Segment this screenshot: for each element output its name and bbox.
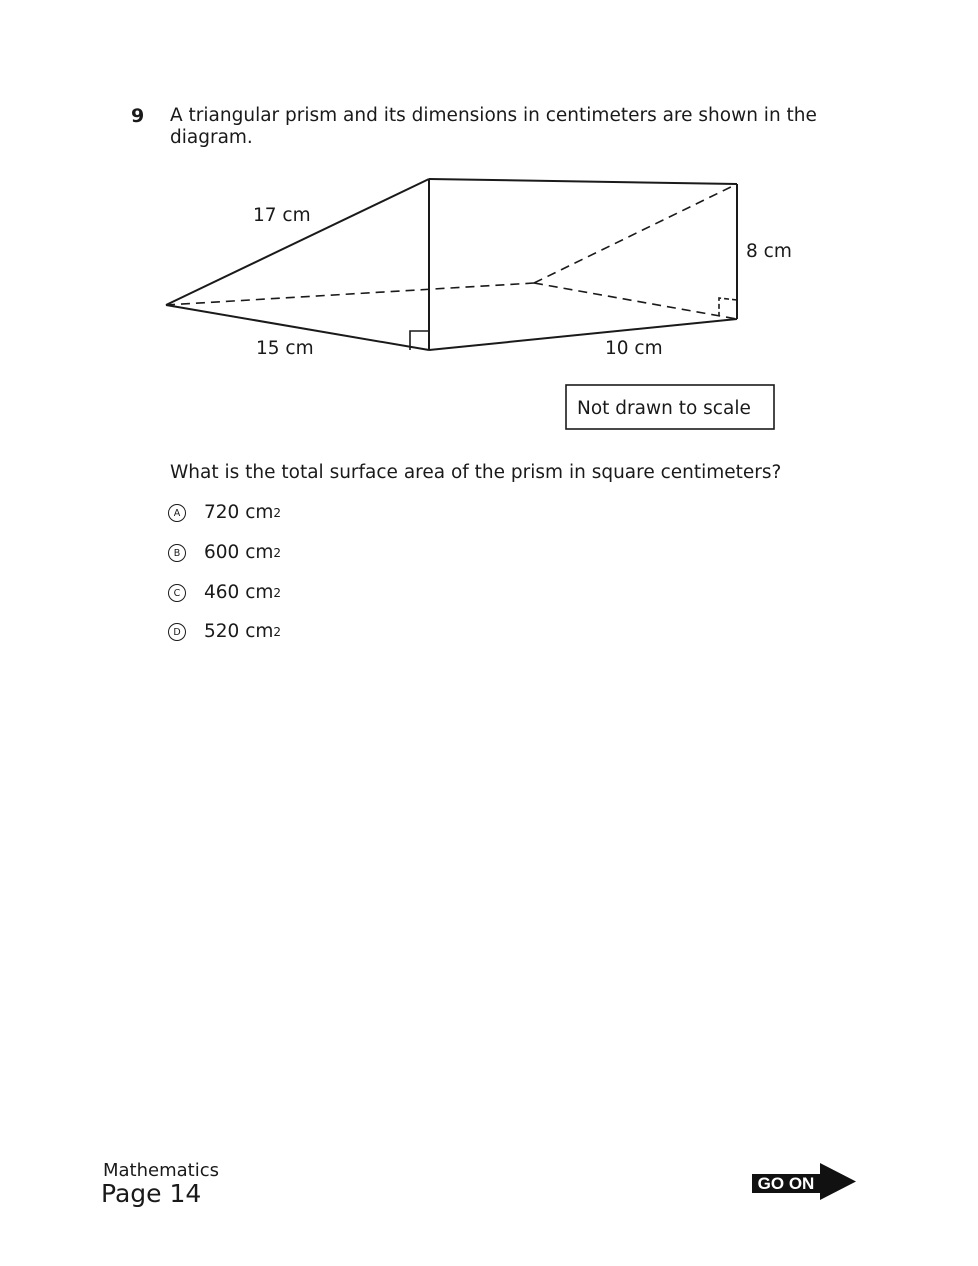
choice-a[interactable]: A 720 cm 2 xyxy=(168,502,281,523)
right-angle-back xyxy=(719,298,737,316)
choice-c[interactable]: C 460 cm 2 xyxy=(168,582,281,603)
choice-d-bubble[interactable]: D xyxy=(168,623,186,641)
scale-note: Not drawn to scale xyxy=(577,398,751,419)
edge-bottom xyxy=(429,319,737,350)
choice-d[interactable]: D 520 cm 2 xyxy=(168,621,281,642)
choice-a-value: 720 cm xyxy=(204,502,274,523)
prism-diagram xyxy=(0,0,978,450)
choice-b-bubble[interactable]: B xyxy=(168,544,186,562)
choice-d-value: 520 cm xyxy=(204,621,274,642)
choice-b-value: 600 cm xyxy=(204,542,274,563)
label-10cm: 10 cm xyxy=(605,338,663,359)
hidden-edge-upper xyxy=(534,184,737,283)
go-on-label: GO ON xyxy=(752,1174,820,1193)
edge-left-top xyxy=(166,179,429,305)
choice-b[interactable]: B 600 cm 2 xyxy=(168,542,281,563)
footer-page-number: Page 14 xyxy=(101,1179,202,1208)
question-prompt: What is the total surface area of the prism in square centimeters? xyxy=(170,462,782,483)
choice-c-value: 460 cm xyxy=(204,582,274,603)
footer-subject: Mathematics xyxy=(103,1160,219,1181)
label-17cm: 17 cm xyxy=(253,205,311,226)
question-stem: A triangular prism and its dimensions in centimeters are shown in the diagram. xyxy=(170,105,817,148)
edge-top xyxy=(429,179,737,184)
choice-c-bubble[interactable]: C xyxy=(168,584,186,602)
hidden-edge-lower xyxy=(534,283,737,319)
label-8cm: 8 cm xyxy=(746,241,792,262)
hidden-edge-left xyxy=(166,283,534,305)
choice-a-bubble[interactable]: A xyxy=(168,504,186,522)
label-15cm: 15 cm xyxy=(256,338,314,359)
question-number: 9 xyxy=(131,105,145,127)
